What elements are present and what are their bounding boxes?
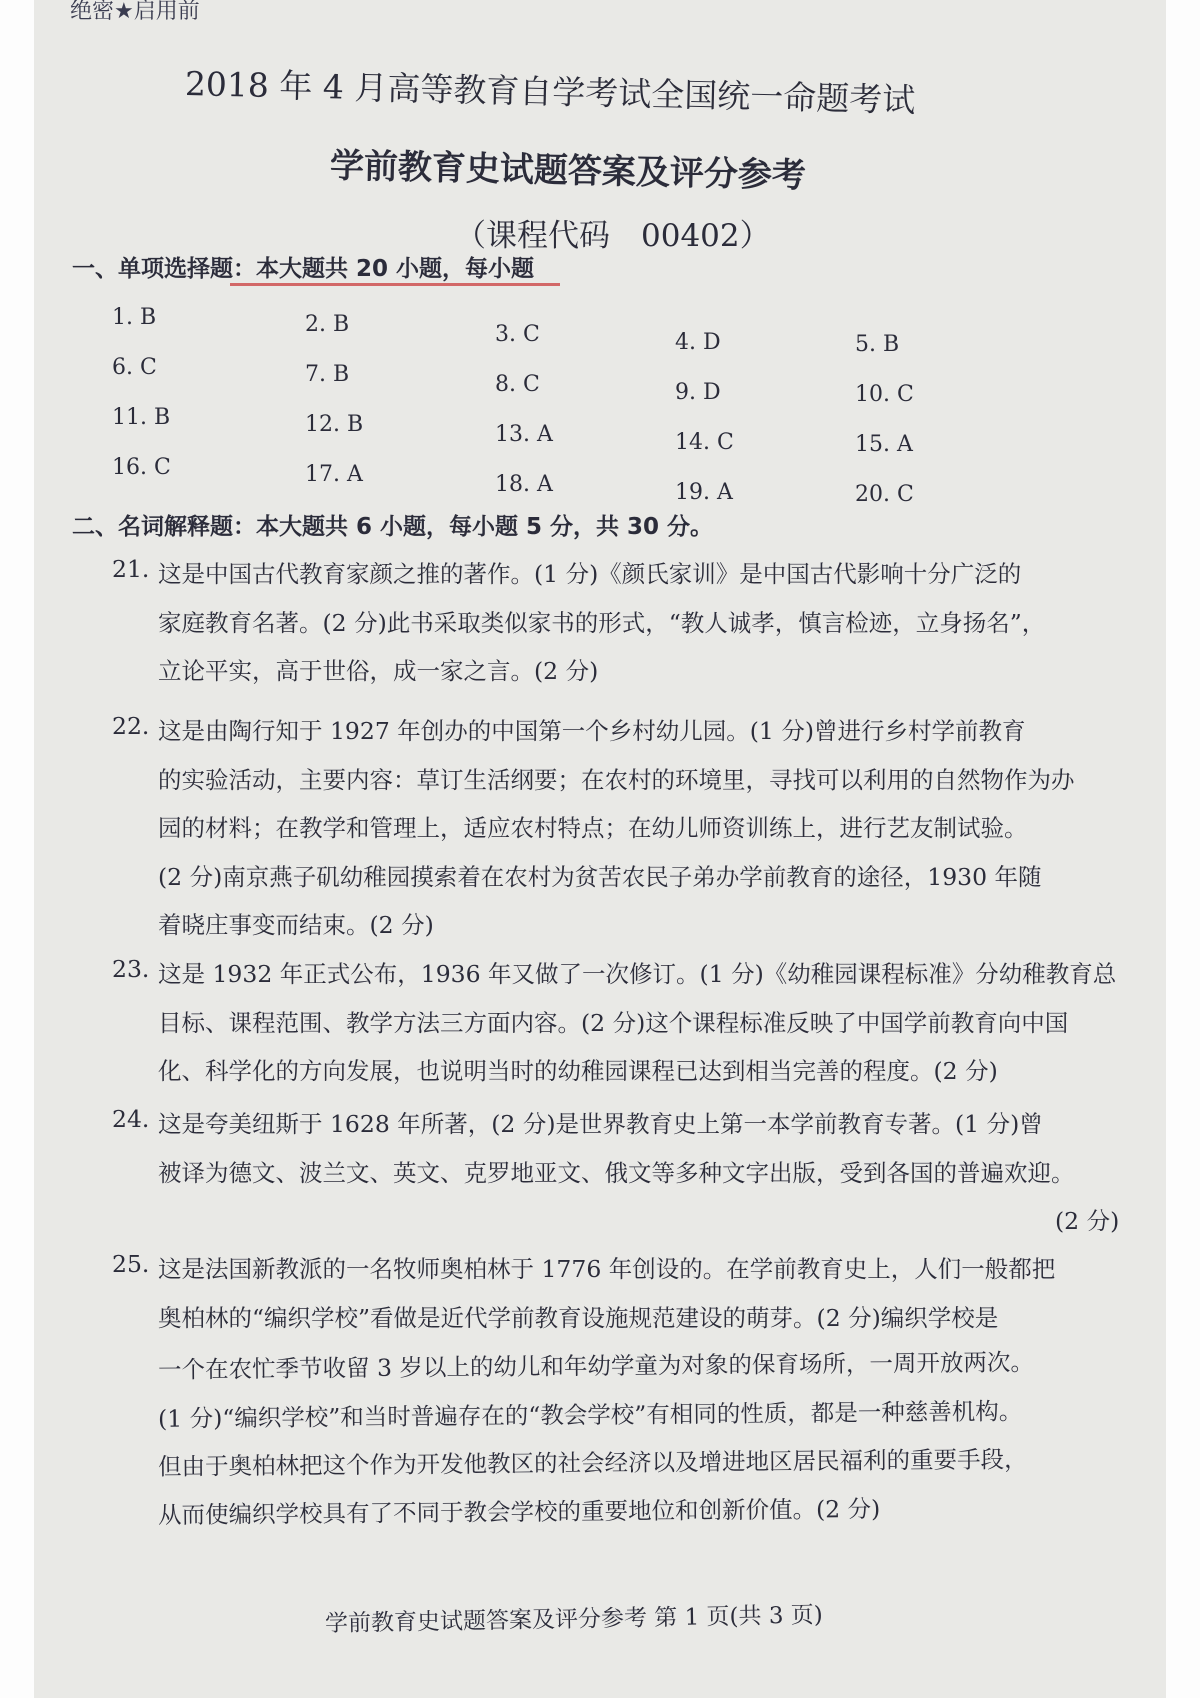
item-number: 22. [112, 712, 150, 740]
score-note: (2 分) [1055, 1207, 1120, 1235]
answer-line: 这是夸美纽斯于 1628 年所著，(2 分)是世界教育史上第一本学前教育专著。(1 分)曾 [158, 1110, 1043, 1138]
secret-mark: 绝密★启用前 [70, 0, 200, 24]
answer-line: 一个在农忙季节收留 3 岁以上的幼儿和年幼学童为对象的保育场所，一周开放两次。 [157, 1348, 1035, 1384]
choice-answer: 5. B [855, 332, 900, 357]
choice-answer: 10. C [855, 382, 914, 407]
choice-answer: 18. A [495, 472, 553, 497]
choice-answer: 15. A [855, 432, 913, 457]
choice-answer: 20. C [855, 482, 914, 507]
answer-line: 被译为德文、波兰文、英文、克罗地亚文、俄文等多种文字出版，受到各国的普遍欢迎。 [158, 1158, 1075, 1187]
choice-answer: 7. B [305, 362, 350, 387]
page-footer: 学前教育史试题答案及评分参考 第 1 页(共 3 页) [324, 1602, 823, 1637]
answer-line: 目标、课程范围、教学方法三方面内容。(2 分)这个课程标准反映了中国学前教育向中国 [158, 1008, 1069, 1037]
answer-line: 着晓庄事变而结束。(2 分) [158, 911, 434, 939]
choice-answer: 13. A [495, 422, 553, 447]
answer-line: 的实验活动，主要内容：草订生活纲要；在农村的环境里，寻找可以利用的自然物作为办 [158, 765, 1075, 794]
choice-answer: 2. B [305, 312, 350, 337]
choice-answer: 17. A [305, 462, 363, 487]
choice-answer: 19. A [675, 480, 733, 505]
section1-heading: 一、单项选择题：本大题共 20 小题，每小题 [72, 256, 535, 282]
red-mark [230, 283, 560, 286]
choice-answer: 3. C [495, 322, 540, 347]
choice-answer: 1. B [112, 305, 157, 330]
answer-line: 奥柏林的“编织学校”看做是近代学前教育设施规范建设的萌芽。(2 分)编织学校是 [158, 1303, 999, 1332]
item-number: 25. [112, 1250, 150, 1278]
answer-line: 这是中国古代教育家颜之推的著作。(1 分)《颜氏家训》是中国古代影响十分广泛的 [158, 560, 1022, 588]
answer-line: 化、科学化的方向发展，也说明当时的幼稚园课程已达到相当完善的程度。(2 分) [158, 1057, 998, 1085]
answer-line: 家庭教育名著。(2 分)此书采取类似家书的形式，“教人诚孝，慎言检迹，立身扬名”， [158, 608, 1046, 637]
course-code: （课程代码 00402） [455, 218, 771, 254]
answer-line: 这是法国新教派的一名牧师奥柏林于 1776 年创设的。在学前教育史上，人们一般都把 [158, 1255, 1056, 1283]
answer-line: (1 分)“编织学校”和当时普遍存在的“教会学校”有相同的性质，都是一种慈善机构。 [157, 1396, 1023, 1433]
item-number: 23. [112, 955, 150, 983]
choice-answer: 12. B [305, 412, 364, 437]
choice-answer: 8. C [495, 372, 540, 397]
answer-line: 从而使编织学校具有了不同于教会学校的重要地位和创新价值。(2 分) [157, 1494, 881, 1529]
choice-answer: 6. C [112, 355, 157, 380]
answer-line: 立论平实，高于世俗，成一家之言。(2 分) [158, 657, 599, 685]
exam-title: 2018 年 4 月高等教育自学考试全国统一命题考试 [184, 64, 916, 120]
choice-answer: 4. D [675, 330, 721, 355]
item-number: 21. [112, 555, 150, 583]
answer-line: (2 分)南京燕子矶幼稚园摸索着在农村为贫苦农民子弟办学前教育的途径，1930 年随 [158, 862, 1042, 891]
answer-line: 但由于奥柏林把这个作为开发他教区的社会经济以及增进地区居民福利的重要手段， [157, 1445, 1028, 1481]
answer-line: 园的材料；在教学和管理上，适应农村特点；在幼儿师资训练上，进行艺友制试验。 [158, 814, 1028, 842]
section2-heading: 二、名词解释题：本大题共 6 小题，每小题 5 分，共 30 分。 [72, 514, 714, 540]
answer-line: 这是 1932 年正式公布，1936 年又做了一次修订。(1 分)《幼稚园课程标准》分幼稚教育总 [158, 960, 1117, 988]
choice-answer: 11. B [112, 405, 171, 430]
choice-answer: 14. C [675, 430, 734, 455]
document-title: 学前教育史试题答案及评分参考 [329, 146, 807, 196]
answer-line: 这是由陶行知于 1927 年创办的中国第一个乡村幼儿园。(1 分)曾进行乡村学前教育 [158, 717, 1026, 745]
item-number: 24. [112, 1105, 150, 1133]
choice-answer: 9. D [675, 380, 721, 405]
choice-answer: 16. C [112, 455, 171, 480]
